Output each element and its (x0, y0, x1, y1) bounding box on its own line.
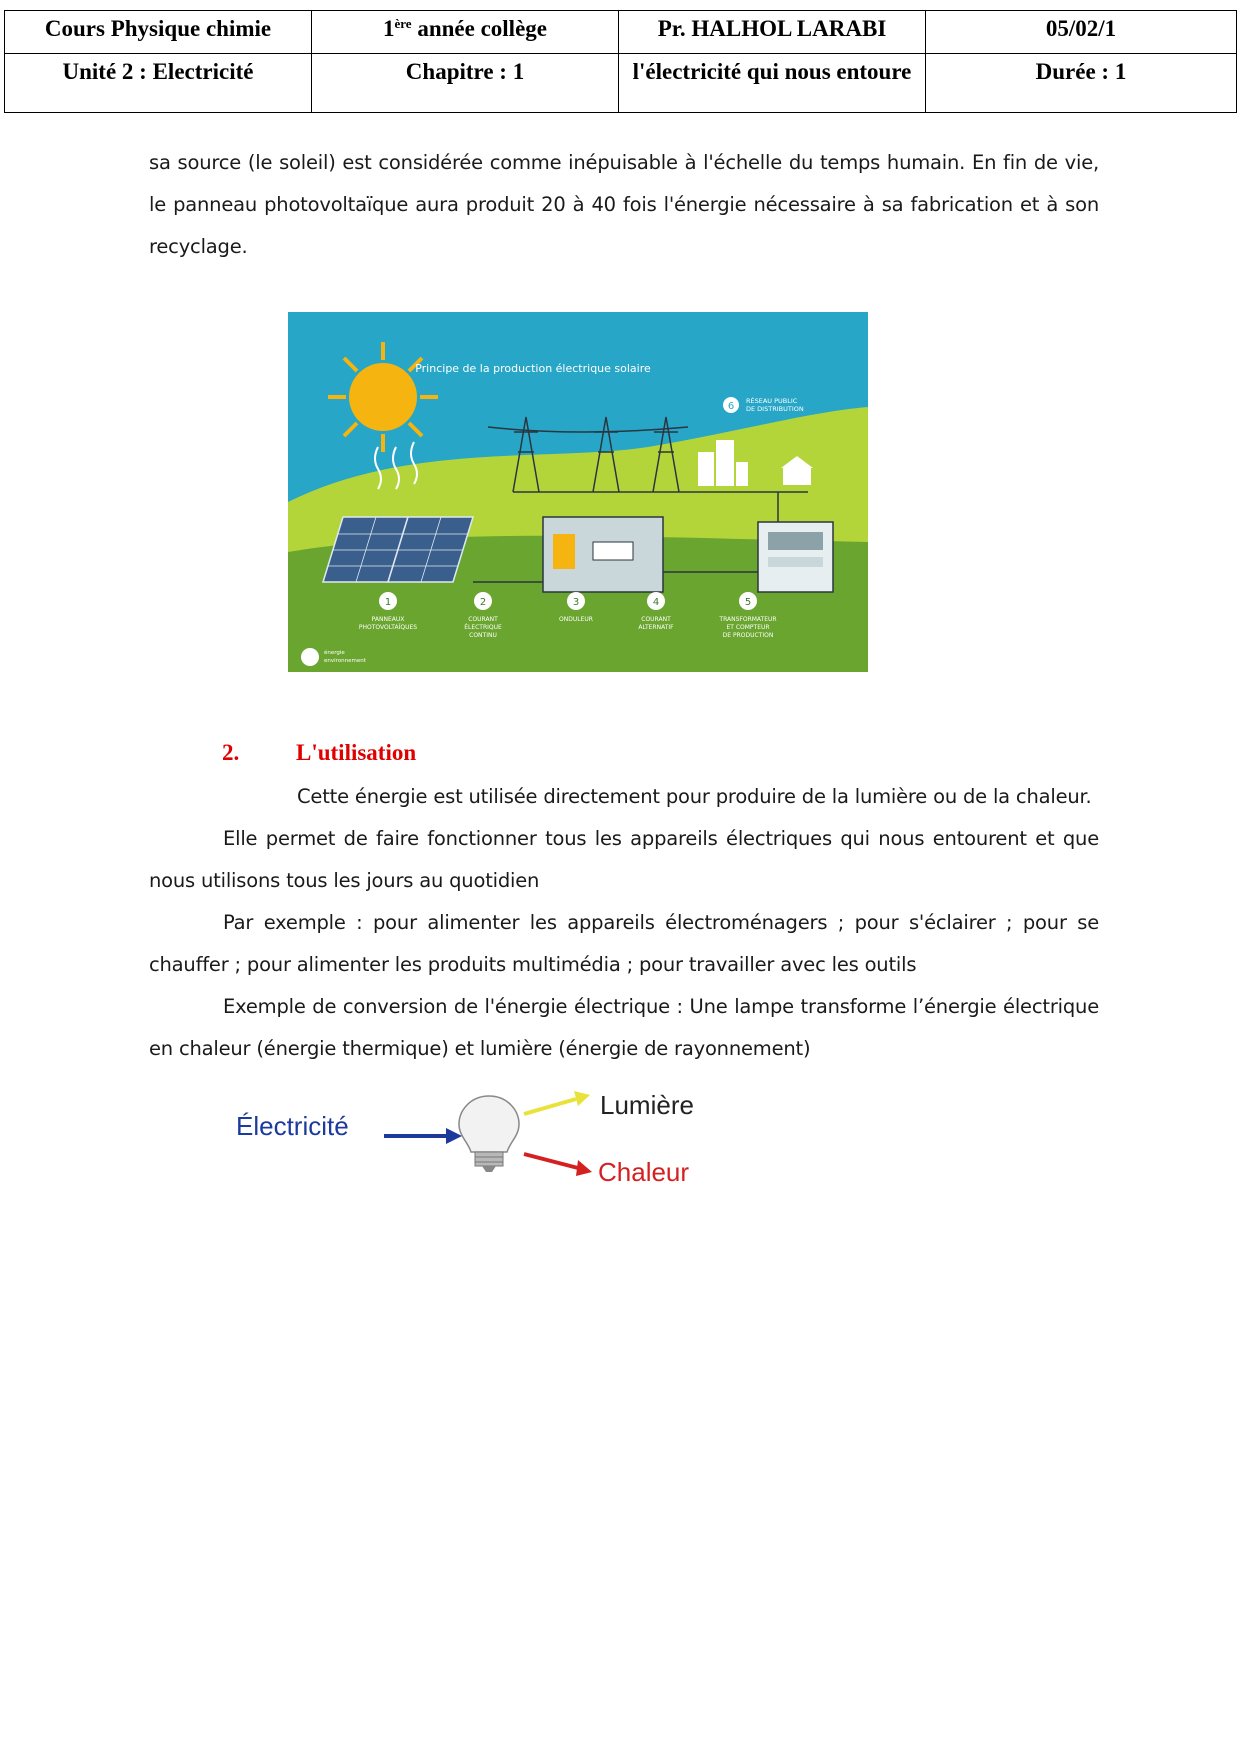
sun-icon (328, 342, 438, 452)
step-label: ET COMPTEUR (726, 624, 770, 631)
section-title: L'utilisation (296, 740, 417, 765)
teacher-cell: Pr. HALHOL LARABI (619, 11, 926, 54)
step-number: 2 (479, 597, 487, 608)
lightbulb-icon (459, 1096, 519, 1172)
step-number: 1 (384, 597, 392, 608)
header-table (4, 10, 1237, 113)
step-label: TRANSFORMATEUR (719, 616, 777, 623)
solar-production-figure (288, 312, 868, 672)
level-superscript: ère (394, 16, 412, 31)
heat-label: Chaleur (598, 1157, 690, 1187)
electricity-label: Électricité (236, 1111, 349, 1141)
section-number: 2. (222, 740, 240, 765)
logo-text-1: énergie (324, 650, 345, 656)
input-arrow-icon (384, 1128, 462, 1144)
step-label: PHOTOVOLTAÏQUES (358, 624, 418, 631)
step6-label-1: RÉSEAU PUBLIC (746, 397, 798, 405)
step-label: ALTERNATIF (638, 624, 674, 631)
paragraph-3: Par exemple : pour alimenter les appareils électroménagers ; pour s'éclairer ; pour se chauffer ; pour alimenter les produits multimédia ; pour travailler avec les outils (149, 911, 1099, 976)
conversion-diagram (226, 1078, 726, 1208)
step-label: PANNEAUX (371, 616, 405, 623)
step-label: COURANT (641, 616, 671, 623)
solar-panels-icon (323, 517, 473, 582)
step-label: COURANT (468, 616, 498, 623)
paragraph-2: Elle permet de faire fonctionner tous les appareils électriques qui nous entourent et que nous utilisons tous les jours au quotidien (149, 827, 1099, 892)
step-number: 3 (572, 597, 580, 608)
intro-paragraph: sa source (le soleil) est considérée comme inépuisable à l'échelle du temps humain. En fin de vie, le panneau photovoltaïque aura produit 20 à 40 fois l'énergie nécessaire à sa fabrication et à son recyclage. (149, 151, 1099, 258)
light-label: Lumière (600, 1090, 694, 1120)
section-heading (222, 740, 416, 766)
step-label: ONDULEUR (559, 616, 593, 623)
step6-label-2: DE DISTRIBUTION (746, 405, 804, 413)
duration-cell: Durée : 1 (926, 54, 1237, 113)
inverter-box-icon (543, 517, 663, 592)
step-number: 5 (744, 597, 752, 608)
unit-cell: Unité 2 : Electricité (5, 54, 312, 113)
topic-cell: l'électricité qui nous entoure (619, 54, 926, 113)
light-arrow-icon (524, 1091, 590, 1114)
step6-number: 6 (727, 401, 735, 412)
step-label: ÉLECTRIQUE (464, 624, 502, 631)
step-label: DE PRODUCTION (722, 632, 774, 639)
level-number: 1 (383, 16, 395, 41)
level-cell (312, 11, 619, 54)
step-label: CONTINU (469, 632, 497, 639)
level-text: année collège (417, 16, 547, 41)
paragraph-4: Exemple de conversion de l'énergie électrique : Une lampe transforme l’énergie électrique en chaleur (énergie thermique) et lumière (énergie de rayonnement) (149, 995, 1099, 1060)
chapter-cell: Chapitre : 1 (312, 54, 619, 113)
step6-badge (723, 396, 804, 413)
step-number: 4 (652, 597, 660, 608)
logo-text-2: environnement (324, 658, 366, 664)
logo-icon (301, 648, 319, 666)
course-cell: Cours Physique chimie (5, 11, 312, 54)
date-cell: 05/02/1 (926, 11, 1237, 54)
figure-title: Principe de la production électrique solaire (415, 362, 651, 375)
heat-arrow-icon (524, 1154, 592, 1176)
paragraph-1: Cette énergie est utilisée directement pour produire de la lumière ou de la chaleur. (297, 785, 1092, 808)
meter-box-icon (758, 522, 833, 592)
